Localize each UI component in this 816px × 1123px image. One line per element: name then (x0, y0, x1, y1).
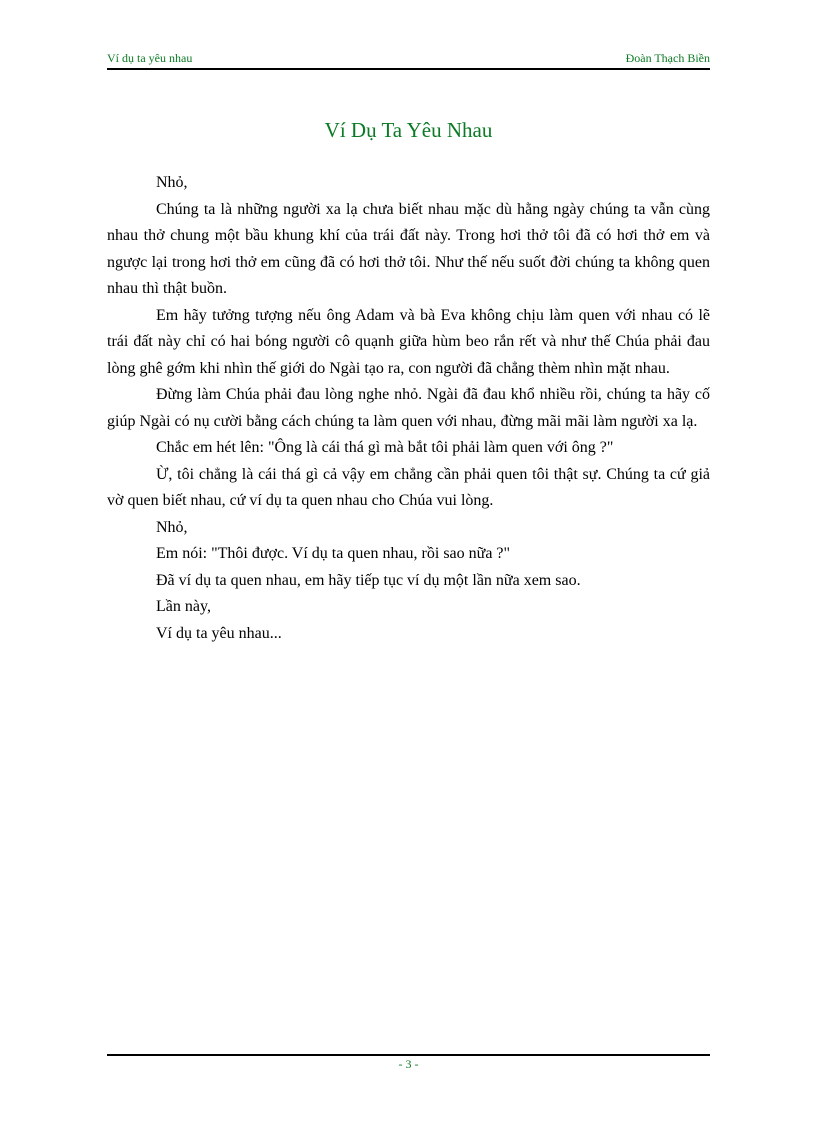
header-book-title: Ví dụ ta yêu nhau (107, 51, 193, 65)
paragraph: Đã ví dụ ta quen nhau, em hãy tiếp tục ví dụ một lần nữa xem sao. (156, 571, 581, 589)
paragraph: Nhỏ, (156, 518, 188, 536)
footer-divider (107, 1054, 710, 1056)
paragraph: Lần này, (156, 598, 211, 615)
paragraph: Chắc em hét lên: "Ông là cái thá gì mà bắt tôi phải làm quen với ông ?" (156, 439, 614, 456)
paragraph: Nhỏ, (156, 174, 188, 191)
chapter-title: Ví Dụ Ta Yêu Nhau (324, 118, 493, 142)
paragraph: Ví dụ ta yêu nhau... (156, 624, 282, 642)
paragraph: Đừng làm Chúa phải đau lòng nghe nhỏ. Ngài đã đau khổ nhiều rồi, chúng ta hãy cố giúp Ngài có nụ cười bằng cách chúng ta làm quen với nhau, đừng mãi mãi làm người xa lạ. (107, 386, 710, 430)
paragraph: Em hãy tưởng tượng nếu ông Adam và bà Eva không chịu làm quen với nhau có lẽ trái đất này chỉ có hai bóng người cô quạnh giữa hùm beo rắn rết và như thế Chúa phải đau lòng ghê gớm khi nhìn thế giới do Ngài tạo ra, con người đã chẳng thèm nhìn mặt nhau. (107, 306, 710, 377)
page-header (107, 50, 710, 70)
body-text (107, 170, 710, 647)
paragraph: Em nói: "Thôi được. Ví dụ ta quen nhau, rồi sao nữa ?" (156, 545, 511, 562)
header-author: Đoàn Thạch Biền (625, 51, 710, 65)
paragraph: Ừ, tôi chẳng là cái thá gì cả vậy em chẳng cần phải quen tôi thật sự. Chúng ta cứ giả vờ quen biết nhau, cứ ví dụ ta quen nhau cho Chúa vui lòng. (107, 465, 710, 509)
paragraph: Chúng ta là những người xa lạ chưa biết nhau mặc dù hằng ngày chúng ta vẫn cùng nhau thở chung một bầu khung khí của trái đất này. Trong hơi thở tôi đã có hơi thở em và ngược lại trong hơi thở em cũng đã có hơi thở tôi. Như thế nếu suốt đời chúng ta không quen nhau thì thật buồn. (107, 200, 710, 297)
page-number: - 3 - (398, 1057, 419, 1071)
